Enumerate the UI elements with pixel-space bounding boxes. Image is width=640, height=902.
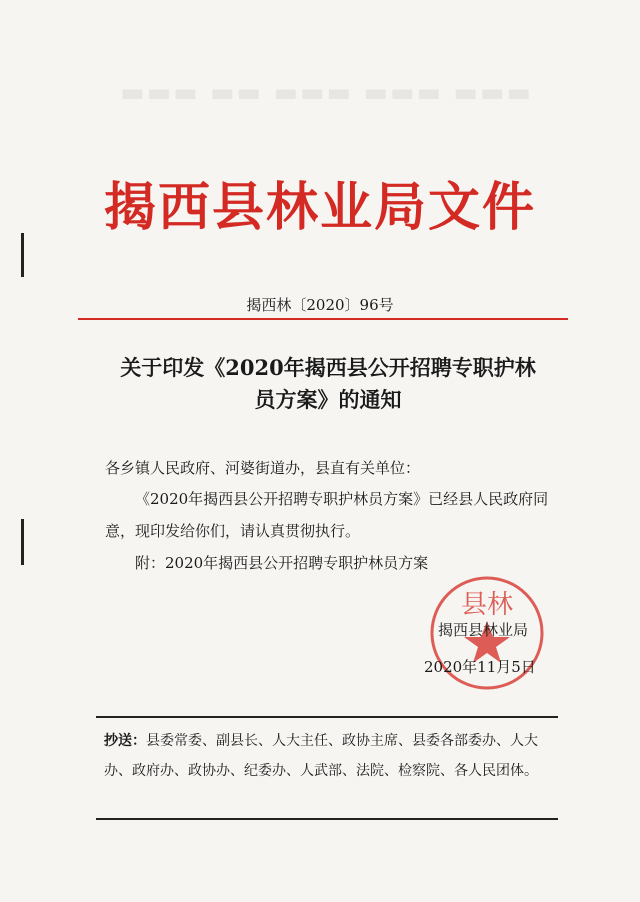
signature-organization: 揭西县林业局 <box>438 621 529 639</box>
bleed-through-text: ▬▬▬ ▬▬ ▬▬▬ ▬▬▬ ▬▬▬ <box>120 78 533 108</box>
document-number: 揭西林〔2020〕96号 <box>246 296 394 314</box>
title-line-2: 员方案》的通知 <box>254 387 402 412</box>
signature-date: 2020年11月5日 <box>424 658 536 676</box>
salutation: 各乡镇人民政府、河婆街道办，县直有关单位： <box>105 459 421 477</box>
document-title <box>98 352 558 416</box>
cc-recipients: 县委常委、副县长、人大主任、政协主席、县委各部委办、人大办、政府办、政协办、纪委办、人武部、法院、检察院、各人民团体。 <box>104 733 538 779</box>
cc-top-rule <box>96 716 558 718</box>
attachment-line: 附：2020年揭西县公开招聘专职护林员方案 <box>135 554 429 572</box>
title-line-1: 关于印发《2020年揭西县公开招聘专职护林 <box>120 355 536 380</box>
red-separator-line <box>78 318 568 320</box>
cc-block <box>104 726 559 786</box>
body-paragraph: 《2020年揭西县公开招聘专职护林员方案》已经县人民政府同意，现印发给你们，请认真贯彻执行。 <box>105 490 549 540</box>
document-header: 揭西县林业局文件 <box>103 177 536 238</box>
seal-text: 县林 <box>460 590 514 620</box>
margin-mark <box>21 519 24 565</box>
cc-bottom-rule <box>96 818 558 820</box>
cc-label: 抄送： <box>104 733 146 749</box>
